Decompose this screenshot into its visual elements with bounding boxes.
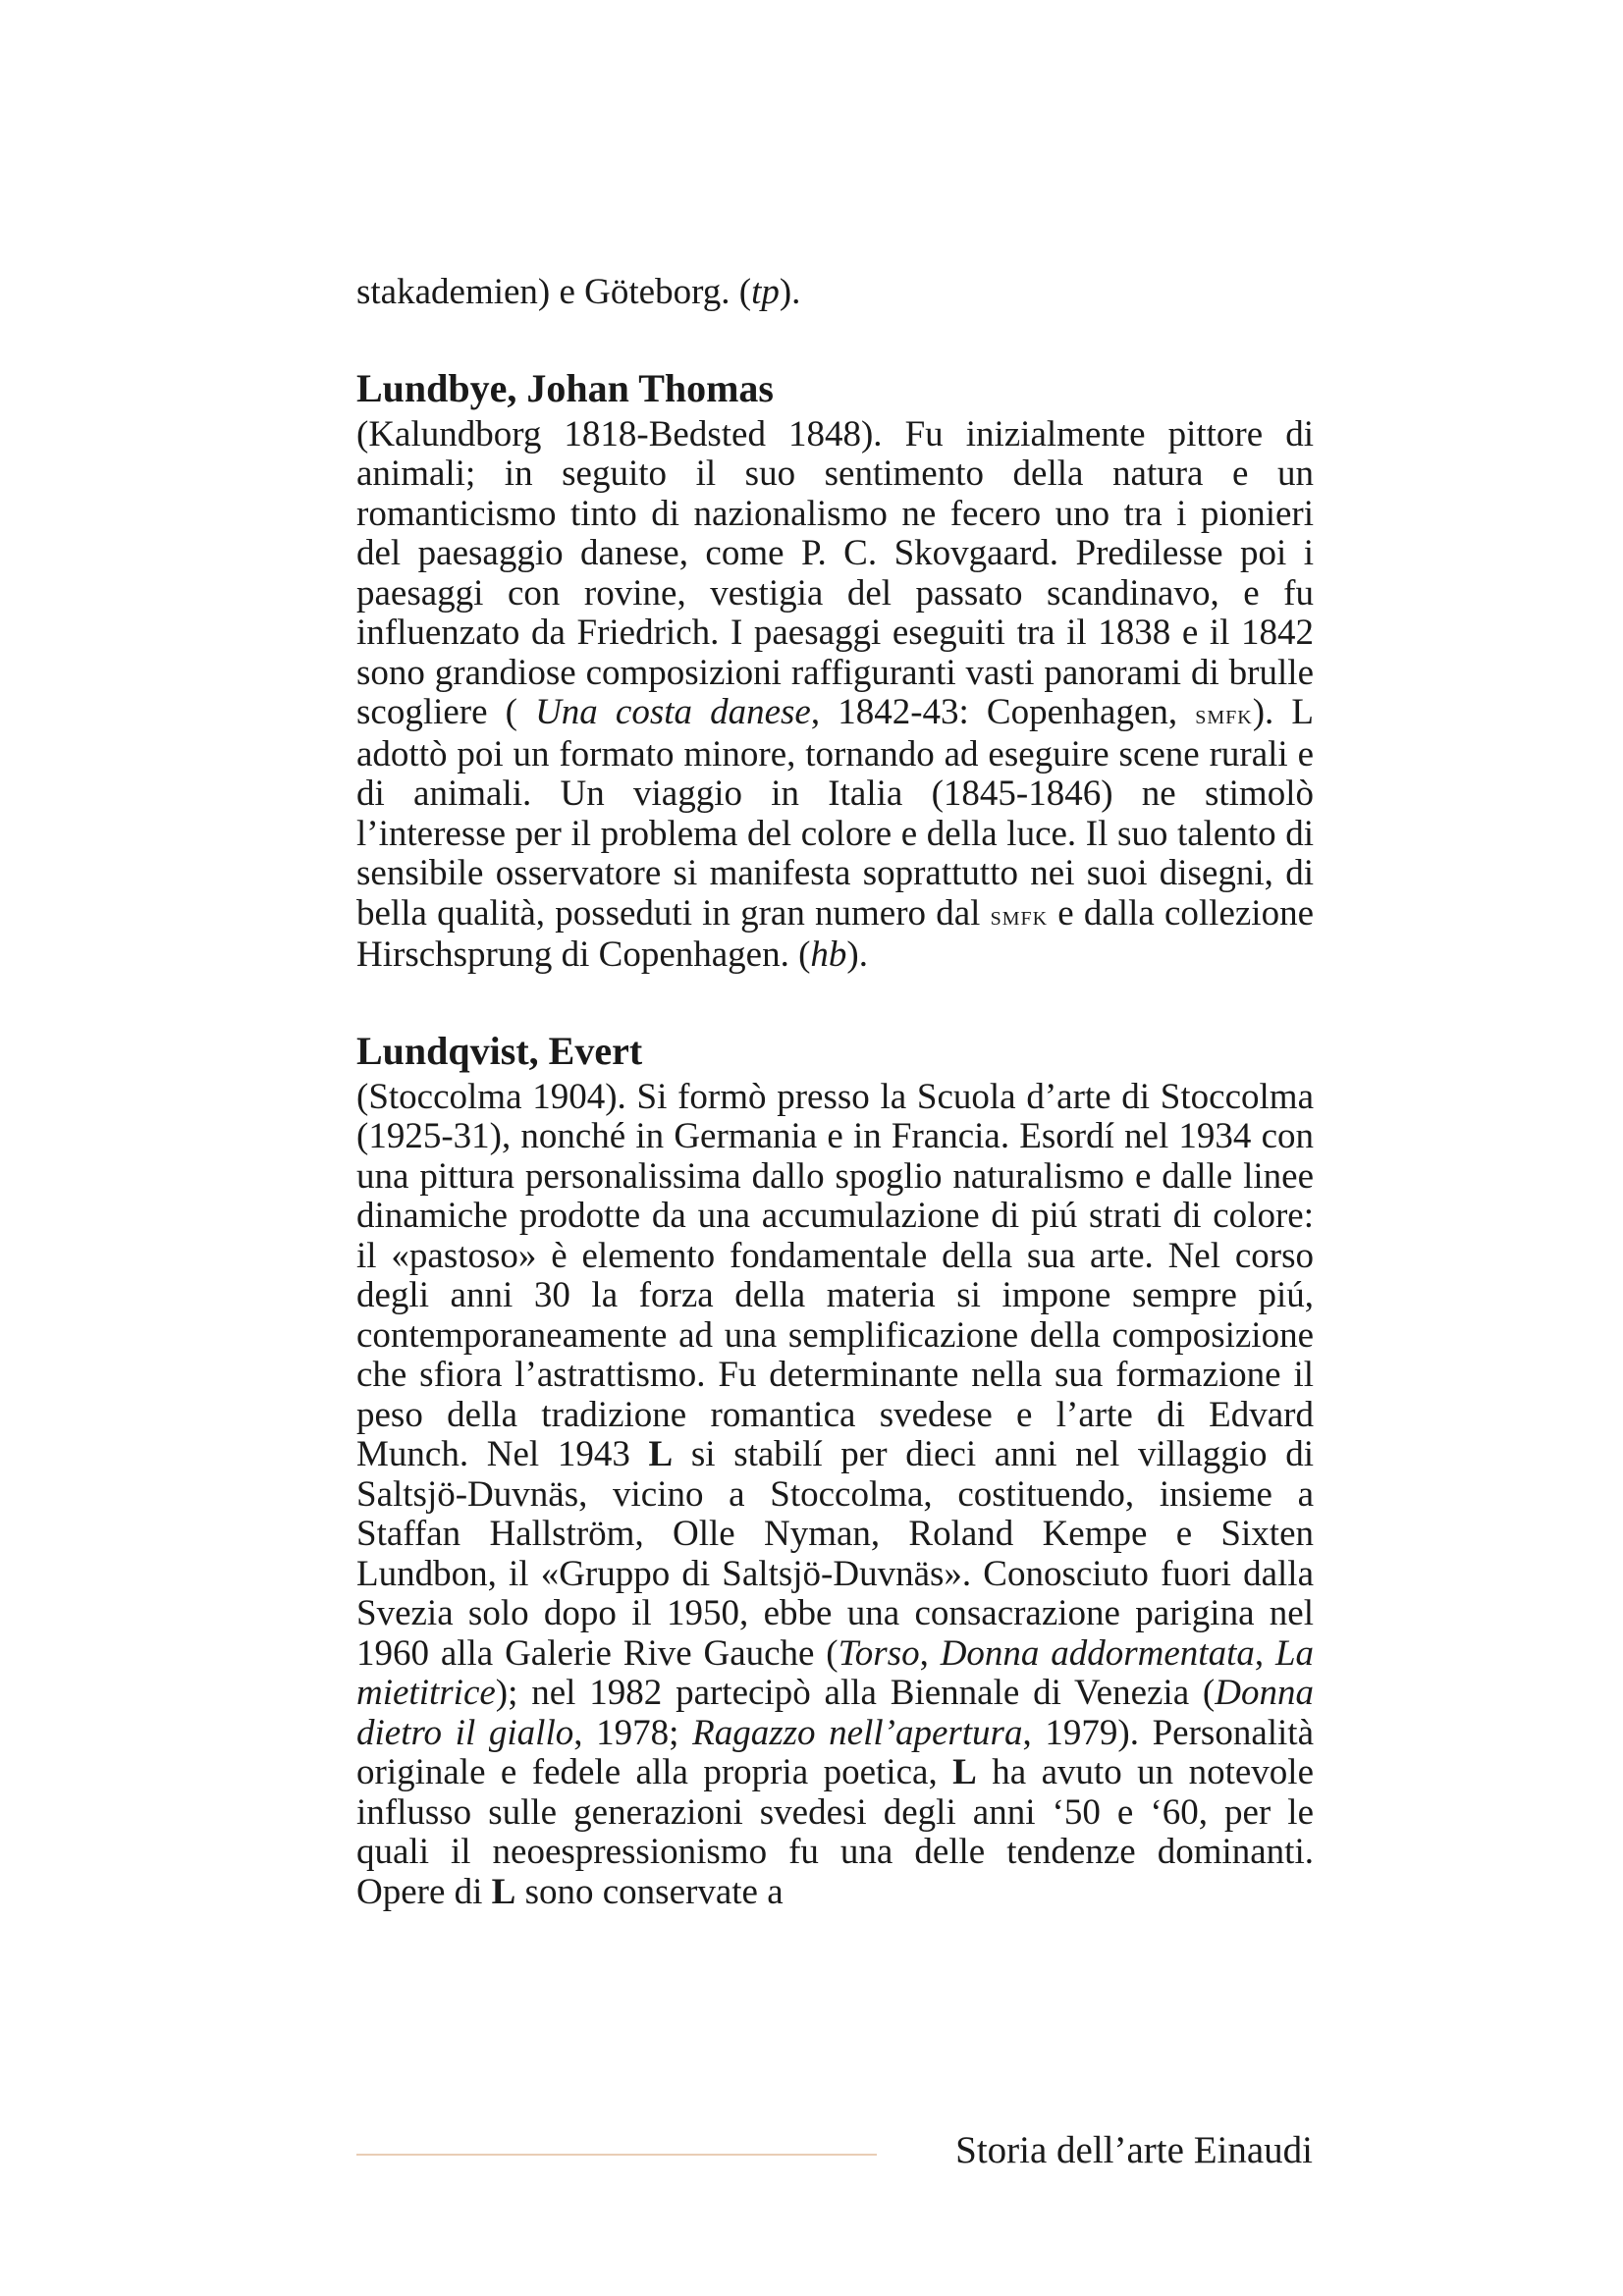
subject-abbreviation: L bbox=[491, 1871, 516, 1912]
entry-text: ha avuto un notevole influsso sulle generazioni svedesi degli anni ‘50 e ‘60, per le quali il neoespressionismo fu una delle tendenze dominanti. Opere di bbox=[356, 1752, 1315, 1912]
museum-abbreviation: smfk bbox=[1195, 699, 1253, 730]
entry-body bbox=[356, 415, 1314, 976]
entry-text: si stabilí per dieci anni nel villaggio di Saltsjö-Duvnäs, vicino a Stoccolma, costituendo, insieme a Staffan Hallström, Olle Nyman, Roland Kempe e Sixten Lundbon, il «Gruppo di Saltsjö-Duvnäs». Conosciuto fuori dalla Svezia solo dopo il 1950, ebbe una consacrazione parigina nel 1960 alla Galerie Rive Gauche ( bbox=[356, 1434, 1314, 1674]
entry-text: ). bbox=[846, 934, 868, 975]
artwork-title: La mietitrice bbox=[356, 1632, 1315, 1713]
entry-text: (Kalundborg 1818-Bedsted 1848). Fu inizialmente pittore di animali; in seguito il suo sentimento della natura e un romanticismo tinto di nazionalismo ne fecero uno tra i pionieri del paesaggio danese, come P. C. Skovgaard. Predilesse poi i paesaggi con rovine, vestigia del passato scandinavo, e fu influenzato da Friedrich. I paesaggi eseguiti tra il 1838 e il 1842 sono grandiose composizioni raffiguranti vasti panorami di brulle scogliere ( bbox=[356, 413, 1314, 732]
subject-abbreviation: L bbox=[952, 1752, 977, 1792]
artwork-title: Donna addormentata bbox=[940, 1632, 1255, 1674]
entry-text: (Stoccolma 1904). Si formò presso la Scuola d’arte di Stoccolma (1925-31), nonché in Germania e in Francia. Esordí nel 1934 con una pittura personalissima dallo spoglio naturalismo e dalle linee dinamiche prodotte da una accumulazione di piú strati di colore: il «pastoso» è elemento fondamentale della sua arte. Nel corso degli anni 30 la forza della materia si impone sempre piú, contemporaneamente ad una semplificazione della composizione che sfiora l’astrattismo. Fu determinante nella sua formazione il peso della tradizione romantica svedese e l’arte di Edvard Munch. Nel 1943 bbox=[356, 1076, 1314, 1474]
subject-abbreviation: L bbox=[648, 1434, 674, 1474]
entry-heading: Lundbye, Johan Thomas bbox=[356, 365, 774, 410]
entry-lundbye bbox=[356, 366, 1314, 976]
page-body bbox=[356, 273, 1314, 1912]
entry-text: , 1978; bbox=[573, 1712, 693, 1753]
entry-lundqvist bbox=[356, 1029, 1314, 1913]
artwork-title: Torso bbox=[838, 1632, 920, 1674]
entry-text: , bbox=[1254, 1632, 1275, 1674]
entry-text: sono conservate a bbox=[515, 1871, 784, 1912]
footer-rule bbox=[356, 2154, 877, 2156]
entry-text: , 1842-43: Copenhagen, bbox=[810, 692, 1196, 732]
continuation-end: ). bbox=[779, 272, 801, 312]
entry-heading: Lundqvist, Evert bbox=[356, 1028, 643, 1073]
author-initials: hb bbox=[810, 934, 847, 975]
artwork-title: Ragazzo nell’apertura bbox=[692, 1712, 1023, 1753]
entry-text: , bbox=[919, 1632, 941, 1674]
continuation-text: stakademien) e Göteborg. ( bbox=[356, 272, 752, 312]
artwork-title: Donna dietro il giallo bbox=[356, 1673, 1314, 1753]
entry-text: ). L adottò poi un formato minore, tornando ad eseguire scene rurali e di animali. Un viaggio in Italia (1845-1846) ne stimolò l’interesse per il problema del colore e della luce. Il suo talento di sensibile osservatore si manifesta soprattutto nei suoi disegni, di bella qualità, posseduti in gran numero dal bbox=[356, 692, 1314, 934]
entry-text: ); nel 1982 partecipò alla Biennale di Venezia ( bbox=[495, 1673, 1216, 1713]
entry-body bbox=[356, 1078, 1314, 1913]
entry-text: e dalla collezione Hirschsprung di Copenhagen. ( bbox=[356, 892, 1314, 975]
artwork-title: Una costa danese bbox=[535, 692, 811, 732]
continuation-paragraph bbox=[356, 273, 1314, 313]
author-initials: tp bbox=[751, 272, 780, 312]
footer-title: Storia dell’arte Einaudi bbox=[955, 2129, 1313, 2171]
museum-abbreviation: smfk bbox=[990, 899, 1049, 932]
entry-text: , 1979). Personalità originale e fedele alla propria poetica, bbox=[356, 1712, 1315, 1792]
